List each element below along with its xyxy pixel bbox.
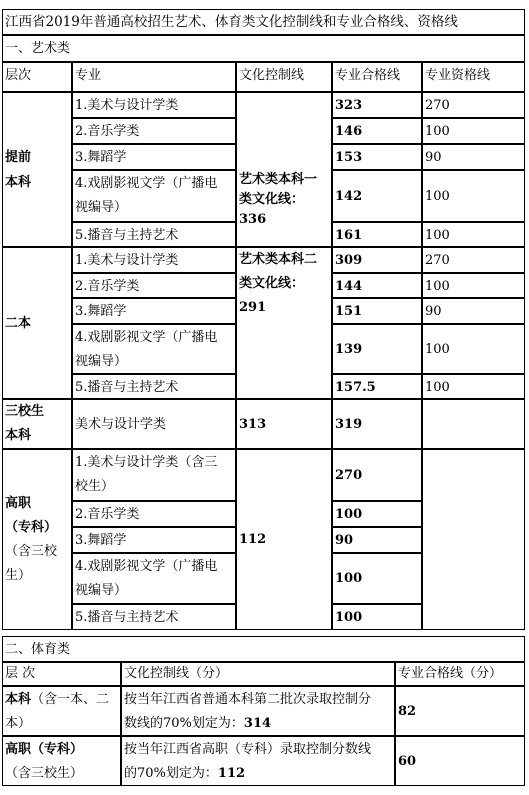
major-early-4: 4.戏剧影视文学（广播电 视编导） xyxy=(72,170,236,222)
qual-second-5: 100 xyxy=(422,374,525,399)
culture-second: 艺术类本科二 类文化线： 291 xyxy=(236,247,332,399)
pass-early-4: 142 xyxy=(332,170,422,222)
header-pro-pass: 专业合格线 xyxy=(332,62,422,92)
pass-early-5: 161 xyxy=(332,222,422,247)
pass-vocational-5: 100 xyxy=(332,604,422,630)
pass-early-1: 323 xyxy=(332,92,422,118)
major-second-2: 2.音乐学类 xyxy=(72,273,236,298)
sport-culture-undergrad: 按当年江西省普通本科第二批次录取控制分 数线的70%划定为：314 xyxy=(121,686,395,736)
level-vocational: 高职 （专科） （含三校 生） xyxy=(2,449,72,630)
major-vocational-1: 1.美术与设计学类（含三 校生） xyxy=(72,449,236,501)
major-early-1: 1.美术与设计学类 xyxy=(72,92,236,118)
pass-early-3: 153 xyxy=(332,144,422,170)
sport-section-label: 二、体育类 xyxy=(2,636,525,662)
pass-vocational-4: 100 xyxy=(332,553,422,604)
page-title: 江西省2019年普通高校招生艺术、体育类文化控制线和专业合格线、资格线 xyxy=(2,9,525,35)
major-early-3: 3.舞蹈学 xyxy=(72,144,236,170)
culture-vocational: 112 xyxy=(236,449,332,630)
sport-level-vocational: 高职（专科） （含三校生） xyxy=(2,736,121,786)
sport-level-undergrad: 本科（含一本、二 本） xyxy=(2,686,121,736)
pass-vocational-3: 90 xyxy=(332,527,422,553)
qual-three-school xyxy=(422,399,525,449)
major-vocational-5: 5.播音与主持艺术 xyxy=(72,604,236,630)
sport-header-level: 层 次 xyxy=(2,662,121,686)
pass-second-2: 144 xyxy=(332,273,422,298)
pass-vocational-2: 100 xyxy=(332,501,422,527)
pass-second-5: 157.5 xyxy=(332,374,422,399)
qual-vocational xyxy=(422,449,525,630)
culture-early: 艺术类本科一 类文化线： 336 xyxy=(236,92,332,247)
major-vocational-4: 4.戏剧影视文学（广播电 视编导） xyxy=(72,553,236,604)
header-level: 层次 xyxy=(2,62,72,92)
major-second-5: 5.播音与主持艺术 xyxy=(72,374,236,399)
qual-early-4: 100 xyxy=(422,170,525,222)
sport-pass-vocational: 60 xyxy=(395,736,525,786)
major-three-school: 美术与设计学类 xyxy=(72,399,236,449)
pass-second-4: 139 xyxy=(332,324,422,374)
sport-culture-vocational: 按当年江西省高职（专科）录取控制分数线 的70%划定为：112 xyxy=(121,736,395,786)
level-three-school: 三校生 本科 xyxy=(2,399,72,449)
level-second: 二本 xyxy=(2,247,72,399)
header-major: 专业 xyxy=(72,62,236,92)
sport-pass-undergrad: 82 xyxy=(395,686,525,736)
major-second-1: 1.美术与设计学类 xyxy=(72,247,236,273)
level-early: 提前 本科 xyxy=(2,92,72,247)
qual-second-1: 270 xyxy=(422,247,525,273)
pass-early-2: 146 xyxy=(332,118,422,144)
qual-early-3: 90 xyxy=(422,144,525,170)
sport-header-pass: 专业合格线（分） xyxy=(395,662,525,686)
major-second-4: 4.戏剧影视文学（广播电 视编导） xyxy=(72,324,236,374)
qual-second-2: 100 xyxy=(422,273,525,298)
sport-header-culture: 文化控制线（分） xyxy=(121,662,395,686)
qual-early-5: 100 xyxy=(422,222,525,247)
pass-three-school: 319 xyxy=(332,399,422,449)
art-section-label: 一、艺术类 xyxy=(2,35,525,62)
pass-vocational-1: 270 xyxy=(332,449,422,501)
pass-second-1: 309 xyxy=(332,247,422,273)
major-vocational-2: 2.音乐学类 xyxy=(72,501,236,527)
pass-second-3: 151 xyxy=(332,298,422,324)
header-pro-qual: 专业资格线 xyxy=(422,62,525,92)
major-early-2: 2.音乐学类 xyxy=(72,118,236,144)
qual-early-2: 100 xyxy=(422,118,525,144)
qual-second-3: 90 xyxy=(422,298,525,324)
qual-early-1: 270 xyxy=(422,92,525,118)
major-early-5: 5.播音与主持艺术 xyxy=(72,222,236,247)
major-second-3: 3.舞蹈学 xyxy=(72,298,236,324)
header-culture: 文化控制线 xyxy=(236,62,332,92)
major-vocational-3: 3.舞蹈学 xyxy=(72,527,236,553)
culture-three-school: 313 xyxy=(236,399,332,449)
qual-second-4: 100 xyxy=(422,324,525,374)
